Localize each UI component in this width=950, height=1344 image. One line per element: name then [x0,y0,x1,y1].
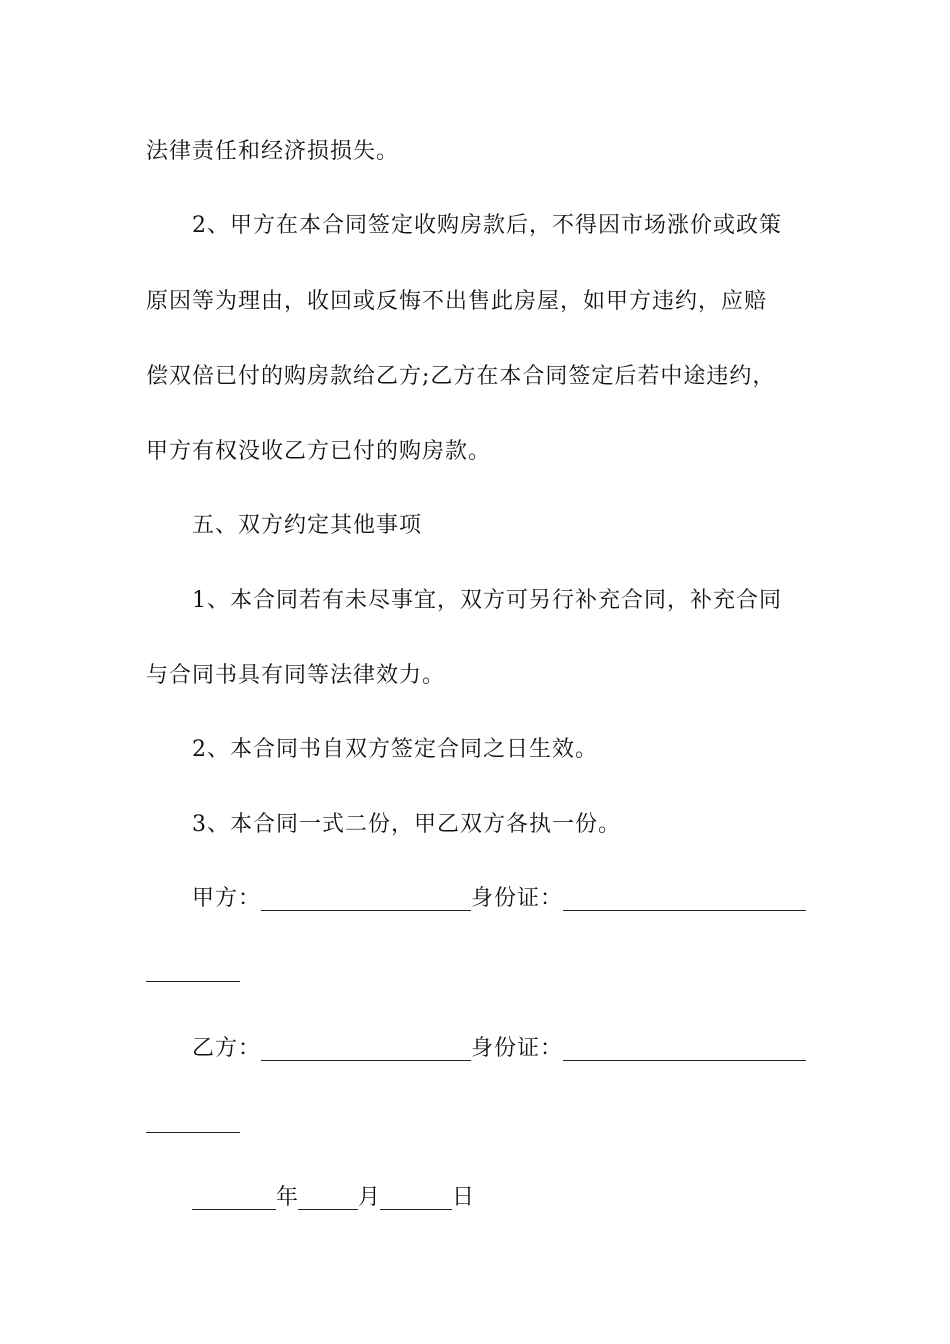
party-b-label: 乙方： [192,1036,262,1061]
paragraph-line: 3、本合同一式二份，甲乙双方各执一份。 [192,812,621,837]
month-label: 月 [358,1185,381,1210]
party-b-id-blank-continued [146,1131,240,1133]
paragraph-line: 法律责任和经济损损失。 [146,139,400,164]
section-heading: 五、双方约定其他事项 [192,513,423,538]
paragraph-line: 原因等为理由，收回或反悔不出售此房屋，如甲方违约，应赔 [146,289,768,314]
paragraph-line: 与合同书具有同等法律效力。 [146,663,446,688]
party-a-id-blank [563,886,806,911]
paragraph-line: 1、本合同若有未尽事宜，双方可另行补充合同，补充合同 [192,588,782,613]
month-blank [298,1185,358,1210]
party-b-signature-row [192,1034,806,1064]
year-blank [192,1185,276,1210]
party-b-id-label: 身份证： [471,1036,564,1061]
paragraph-line: 2、甲方在本合同签定收购房款后，不得因市场涨价或政策 [192,213,782,238]
party-a-id-blank-continued [146,980,240,982]
party-b-id-blank [563,1036,806,1061]
party-a-name-blank [261,886,471,911]
party-b-name-blank [261,1036,471,1061]
year-label: 年 [276,1185,299,1210]
paragraph-line: 偿双倍已付的购房款给乙方;乙方在本合同签定后若中途违约， [146,364,776,389]
date-row [192,1183,474,1213]
day-blank [380,1185,452,1210]
day-label: 日 [452,1185,475,1210]
paragraph-line: 甲方有权没收乙方已付的购房款。 [146,439,492,464]
party-a-label: 甲方： [192,886,262,911]
party-a-id-label: 身份证： [471,886,564,911]
paragraph-line: 2、本合同书自双方签定合同之日生效。 [192,737,598,762]
party-a-signature-row [192,884,806,914]
